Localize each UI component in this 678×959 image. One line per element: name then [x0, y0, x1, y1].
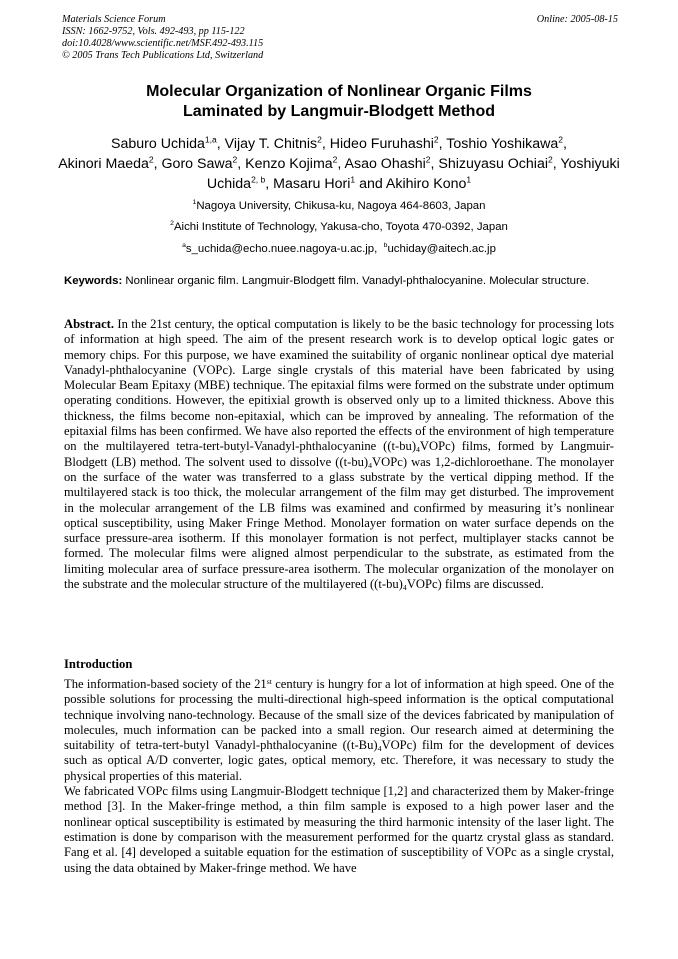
author-affiliation-mark: 2	[425, 154, 431, 165]
author-affiliation-mark: 2	[232, 154, 238, 165]
title-line-1: Molecular Organization of Nonlinear Organic Films	[146, 83, 532, 100]
subscript: 4	[377, 744, 382, 754]
author-list: Saburo Uchida$^{1,a}$, Vijay T. Chitnis$^2$, Hideo Furuhashi$^2$, Toshio Yoshikawa$^2$, Akinori Maeda$^2$, Goro Sawa$^2$, Kenzo Kojima$^2$, Asao Ohashi$^2$, Shizuyasu Ochiai$^2$, Yoshiyuki Uchida$^{2, b}$, Masaru Hori$^1$ and Akihiro Kono$^1$	[58, 134, 620, 192]
abstract-text: VOPc) films, formed by Langmuir-Blodgett (LB) method. The solvent used to dissolve ((t-bu)	[64, 439, 614, 469]
affiliation-mark: 1	[192, 199, 197, 207]
section-heading-introduction: Introduction	[64, 657, 133, 671]
author: Vijay T. Chitnis	[224, 136, 318, 152]
paper-title	[40, 82, 638, 122]
journal-name: Materials Science Forum	[62, 14, 166, 25]
online-date: Online: 2005-08-15	[536, 14, 618, 25]
author-affiliation-mark: 2	[317, 134, 322, 145]
paragraph-text: The information-based society of the 21	[64, 677, 267, 691]
author: Shizuyasu Ochiai	[438, 156, 548, 172]
email-address: uchiday@aitech.ac.jp	[387, 243, 496, 255]
paragraph-text: century is hungry for a lot of information at high speed. One of the possible solutions for processing the multi-directional high-speed information is the optical computational technique involving nano-technology. Because of the small size of the devices fabricated by manipulation of molecules, much information can be packed into a small region. Our research aimed at determining the suitability of tetra-tert-butyl Vanadyl-phthalocyanine ((t-Bu)	[64, 677, 614, 753]
author: Asao Ohashi	[344, 156, 426, 172]
affiliation-mark: 2	[170, 220, 174, 228]
email-mark: a	[182, 242, 186, 250]
introduction-body	[64, 677, 614, 876]
affiliation-text: Nagoya University, Chikusa-ku, Nagoya 464-8603, Japan	[196, 200, 486, 212]
author-affiliation-mark: 2	[548, 154, 553, 165]
author: Hideo Furuhashi	[329, 136, 434, 152]
doi-line: doi:10.4028/www.scientific.net/MSF.492-493.115	[62, 38, 264, 49]
author: Akinori Maeda	[58, 156, 149, 172]
paragraph	[64, 677, 614, 784]
author: Masaru Hori	[273, 176, 351, 192]
author: Yoshiyuki Uchida	[206, 156, 620, 192]
author-affiliation-mark: 1	[350, 174, 356, 185]
keywords	[64, 274, 614, 289]
author-affiliation-mark: 2, b	[251, 174, 266, 185]
author-affiliation-mark: 2	[433, 134, 439, 145]
author-affiliation-mark: 2	[332, 154, 338, 165]
subscript: 4	[368, 460, 373, 470]
abstract-text: VOPc) was 1,2-dichloroethane. The monolayer on the surface of the water was transferred to a glass substrate by the vertical dipping method. If the multilayered stack is too thick, the molecular arrangement of the film may get disturbed. The improvement in the molecular arrangement of the LB films was examined and confirmed by measuring it’s nonlinear optical susceptibility, using Maker Fringe Method. Monolayer formation on water surface depends on the surface pressure-area isotherm. If this monolayer formation is not perfect, multiplayer stacks cannot be formed. The molecular films were aligned almost perpendicular to the substrate, as estimated from the limiting molecular area of surface pressure-area isotherm. The molecular organization of the monolayer on the substrate and the molecular structure of the multilayered ((t-bu)	[64, 454, 615, 592]
journal-header	[62, 14, 618, 62]
affiliation-1	[40, 199, 638, 213]
email-address: s_uchida@echo.nuee.nagoya-u.ac.jp	[185, 243, 375, 255]
author-affiliation-mark: 2	[558, 134, 563, 145]
author: Akihiro Kono	[385, 176, 467, 192]
issn-line: ISSN: 1662-9752, Vols. 492-493, pp 115-122	[62, 26, 245, 37]
author-affiliation-mark: 2	[148, 154, 154, 165]
subscript: 4	[402, 582, 407, 592]
title-line-2: Laminated by Langmuir-Blodgett Method	[183, 103, 495, 120]
author-affiliation-mark: 1,a	[204, 134, 217, 145]
author-affiliation-mark: 1	[466, 174, 472, 185]
subscript: 4	[416, 445, 420, 455]
abstract-text: In the 21st century, the optical computation is likely to be the basic technology for processing lots of information at high speed. The aim of the present research work is to develop optical logic gates or memory chips. For this purpose, we have examined the suitability of organic nonlinear optical dye material Vanadyl-phthalocyanine (VOPc). Large single crystals of this material have been fabricated by using Molecular Beam Epitaxy (MBE) technique. The epitaxial films were formed on the substrate under optimum operating conditions. However, the epitixial growth is observed only up to a limited thickness. Above this thickness, the films become non-epitaxial, which can be improved by annealing. The reformation of the epitaxial films has been confirmed. We have also reported the effects of the environment of high temperature on the multilayered tetra-tert-butyl-Vanadyl-phthalocyanine ((t-bu)	[64, 317, 614, 454]
superscript: st	[266, 677, 272, 687]
keywords-label: Keywords:	[64, 275, 123, 287]
paragraph: We fabricated VOPc films using Langmuir-Blodgett technique [1,2] and characterized them by Maker-fringe method [3]. In the Maker-fringe method, a thin film sample is exposed to a high power laser and the nonlinear optical susceptibility is estimated by measuring the third harmonic intensity of the laser light. The estimation is done by comparison with the measurement performed for the quartz crystal glass as standard. Fang et al. [4] developed a suitable equation for the estimation of susceptibility of VOPc as a single crystal, using the data obtained by Maker-fringe method. We have	[64, 784, 614, 875]
abstract	[64, 317, 614, 592]
affiliation-2	[40, 220, 638, 234]
author: Goro Sawa	[161, 156, 233, 172]
abstract-text: VOPc) films are discussed.	[406, 577, 544, 592]
author: Kenzo Kojima	[245, 156, 333, 172]
author: Saburo Uchida	[111, 136, 205, 152]
copyright-line: © 2005 Trans Tech Publications Ltd, Switzerland	[62, 50, 264, 61]
email-line: $^a$s_uchida@echo.nuee.nagoya-u.ac.jp, $^b$uchiday@aitech.ac.jp	[182, 242, 496, 255]
abstract-label: Abstract.	[64, 317, 115, 331]
email-mark: b	[383, 242, 388, 250]
affiliation-text: Aichi Institute of Technology, Yakusa-cho, Toyota 470-0392, Japan	[173, 221, 508, 233]
author: Toshio Yoshikawa	[446, 136, 559, 152]
paragraph-text: VOPc) film for the development of devices such as optical A/D converter, logic gates, optical memory, etc. Therefore, it was necessary to study the physical properties of this material.	[64, 738, 614, 783]
keywords-text: Nonlinear organic film. Langmuir-Blodgett film. Vanadyl-phthalocyanine. Molecular structure.	[125, 275, 590, 287]
